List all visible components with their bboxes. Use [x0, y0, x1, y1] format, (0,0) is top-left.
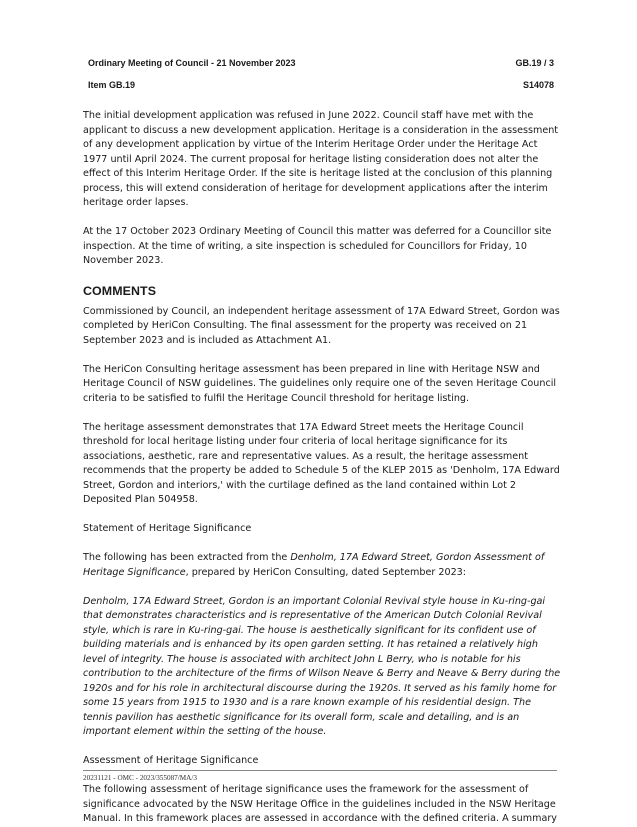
page-footer — [83, 770, 557, 782]
page-reference: GB.19 / 3 — [515, 58, 554, 68]
text: The following has been extracted from the — [83, 552, 291, 563]
text: , prepared by HeriCon Consulting, dated September 2023: — [185, 566, 467, 578]
document-body — [83, 109, 562, 827]
subheading: Assessment of Heritage Significance — [83, 755, 259, 766]
document-reference: 20231121 - OMC - 2023/355087/MA/3 — [83, 774, 197, 782]
subheading: Statement of Heritage Significance — [83, 523, 252, 534]
paragraph — [83, 551, 562, 580]
paragraph: The initial development application was refused in June 2022. Council staff have met with the applicant to discuss a new development application. Heritage is a consideration in the assessment of any development application by virtue of the Interim Heritage Order under the Heritage Act 1977 until April 2024. The current proposal for heritage listing consideration does not alter the effect of this Interim Heritage Order. If the site is heritage listed at the conclusion of this planning process, this will extend consideration of heritage for development applications after the interim heritage order lapses. — [83, 110, 559, 208]
paragraph: The heritage assessment demonstrates that 17A Edward Street meets the Heritage Council threshold for local heritage listing under four criteria of local heritage significance for its associations, aesthetic, rare and representative values. As a result, the heritage assessment recommends that the property be added to Schedule 5 of the KLEP 2015 as 'Denholm, 17A Edward Street, Gordon and interiors,' with the curtilage defined as the land contained within Lot 2 Deposited Plan 504958. — [83, 421, 560, 505]
quoted-statement: Denholm, 17A Edward Street, Gordon is an important Colonial Revival style house in Ku-ring-gai that demonstrates characteristics and is representative of the American Dutch Colonial Revival style, which is rare in Ku-ring-gai. The house is aesthetically significant for its confident use of building materials and is enhanced by its open garden setting. It has retained a relatively high level of integrity. The house is associated with architect John L Berry, who is notable for his contribution to the architecture of the firms of Wilson Neave & Berry and Neave & Berry during the 1920s and for his role in architectural discourse during the 1920s. It served as his family home for some 15 years from 1915 to 1930 and is a rare known example of his residential design. The tennis pavilion has aesthetic significance for its overall form, scale and detailing, and is an important element within the setting of the house. — [83, 595, 561, 737]
paragraph: At the 17 October 2023 Ordinary Meeting of Council this matter was deferred for a Councillor site inspection. At the time of writing, a site inspection is scheduled for Councillors for Friday, 10 November 2023. — [83, 226, 552, 266]
paragraph: The following assessment of heritage significance uses the framework for the assessment of significance advocated by the NSW Heritage Office in the guidelines included in the NSW Heritage Manual. In this framework places are assessed in accordance with the defined criteria. A summary — [83, 784, 557, 824]
document-title-italic: Denholm, 17A Edward Street, Gordon Assessment of Heritage Significance — [83, 552, 545, 578]
section-heading: COMMENTS — [83, 283, 157, 298]
paragraph: The HeriCon Consulting heritage assessment has been prepared in line with Heritage NSW and Heritage Council of NSW guidelines. The guidelines only require one of the seven Heritage Council criteria to be satisfied to fulfil the Heritage Council threshold for heritage listing. — [83, 363, 557, 404]
meeting-title: Ordinary Meeting of Council - 21 November 2023 — [88, 58, 296, 68]
item-code: S14078 — [522, 80, 554, 90]
item-number: Item GB.19 — [88, 80, 136, 90]
page-header — [88, 58, 554, 68]
paragraph: Commissioned by Council, an independent heritage assessment of 17A Edward Street, Gordon was completed by HeriCon Consulting. The final assessment for the property was received on 21 September 2023 and is included as Attachment A1. — [83, 305, 560, 346]
item-header — [88, 80, 554, 90]
